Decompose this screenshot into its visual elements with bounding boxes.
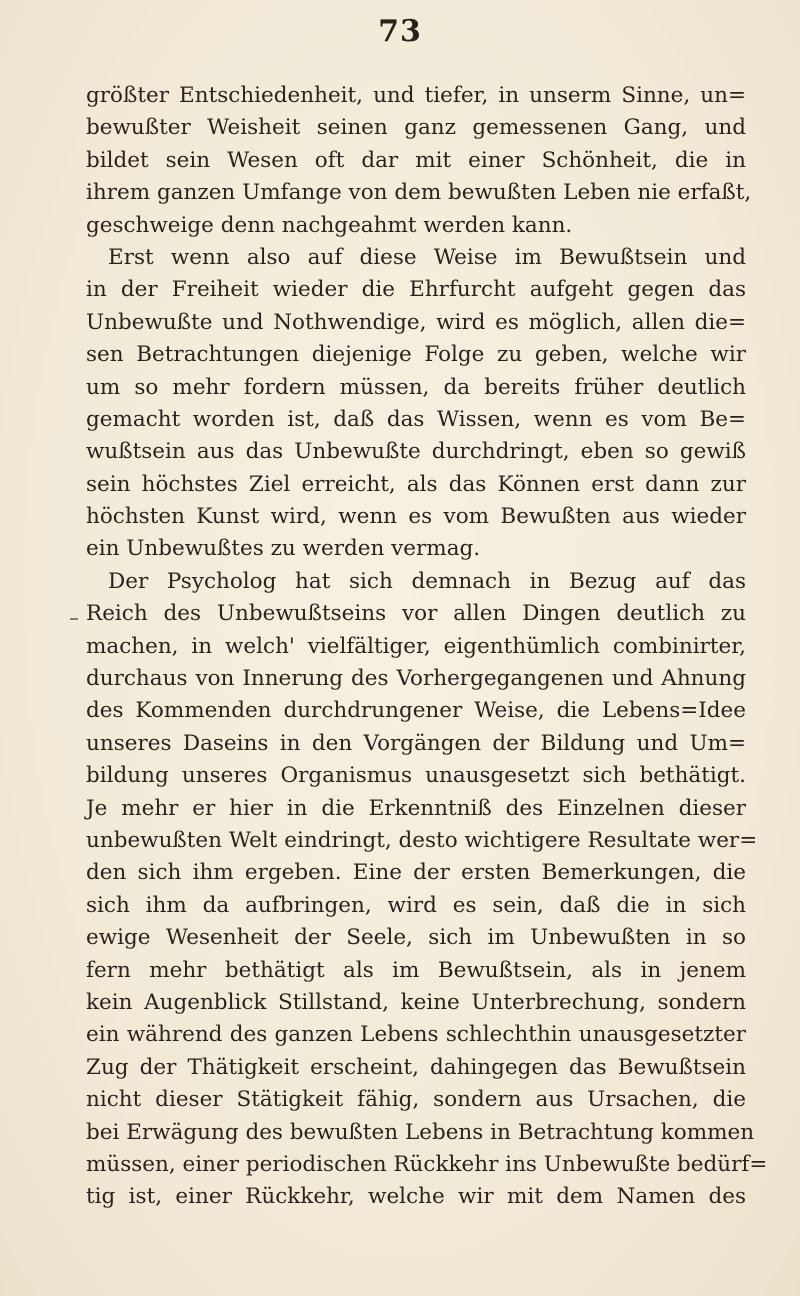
- text-line: tig ist, einer Rückkehr, welche wir mit dem Namen des: [86, 1184, 746, 1210]
- text-line: nicht dieser Stätigkeit fähig, sondern aus Ursachen, die: [86, 1087, 746, 1113]
- text-line: machen, in welch' vielfältiger, eigenthümlich combinirter,: [86, 633, 746, 659]
- text-line: größter Entschiedenheit, und tiefer, in unserm Sinne, un=: [86, 83, 746, 108]
- text-line: müssen, einer periodischen Rückkehr ins Unbewußte bedürf=: [86, 1151, 768, 1177]
- text-line: durchaus von Innerung des Vorhergegangenen und Ahnung: [86, 666, 746, 692]
- text-line: sein höchstes Ziel erreicht, als das Können erst dann zur: [86, 471, 746, 497]
- text-line: höchsten Kunst wird, wenn es vom Bewußten aus wieder: [86, 504, 746, 530]
- text-line: des Kommenden durchdrungener Weise, die Lebens=Idee: [86, 698, 746, 724]
- text-line: Zug der Thätigkeit erscheint, dahingegen das Bewußtsein: [86, 1054, 746, 1080]
- text-line: ewige Wesenheit der Seele, sich im Unbewußten in so: [86, 925, 746, 951]
- text-line: Je mehr er hier in die Erkenntniß des Einzelnen dieser: [86, 795, 746, 821]
- text-line: kein Augenblick Stillstand, keine Unterbrechung, sondern: [86, 989, 746, 1015]
- text-line: sich ihm da aufbringen, wird es sein, daß die in sich: [86, 892, 746, 918]
- text-line: bewußter Weisheit seinen ganz gemessenen Gang, und: [86, 115, 746, 141]
- text-line: gemacht worden ist, daß das Wissen, wenn es vom Be=: [86, 406, 746, 432]
- text-line: um so mehr fordern müssen, da bereits früher deutlich: [86, 374, 746, 400]
- text-line: Unbewußte und Nothwendige, wird es möglich, allen die=: [86, 309, 746, 335]
- text-line: bei Erwägung des bewußten Lebens in Betrachtung kommen: [86, 1119, 755, 1145]
- text-line: unseres Daseins in den Vorgängen der Bildung und Um=: [86, 730, 746, 756]
- body-text: [86, 80, 768, 1214]
- text-line: ihrem ganzen Umfange von dem bewußten Leben nie erfaßt,: [86, 180, 752, 206]
- text-line: bildung unseres Organismus unausgesetzt sich bethätigt.: [86, 763, 746, 789]
- text-line: ein Unbewußtes zu werden vermag.: [86, 536, 481, 562]
- text-line: Reich des Unbewußtseins vor allen Dingen deutlich zu: [86, 601, 746, 627]
- text-line: den sich ihm ergeben. Eine der ersten Bemerkungen, die: [86, 860, 746, 886]
- text-line: in der Freiheit wieder die Ehrfurcht aufgeht gegen das: [86, 277, 746, 303]
- page-number: 73: [378, 14, 422, 49]
- text-line: Der Psycholog hat sich demnach in Bezug auf das: [108, 568, 746, 594]
- text-line: bildet sein Wesen oft dar mit einer Schönheit, die in: [86, 147, 746, 173]
- text-line: geschweige denn nachgeahmt werden kann.: [86, 212, 573, 238]
- text-line: Erst wenn also auf diese Weise im Bewußtsein und: [108, 244, 746, 270]
- text-line: ein während des ganzen Lebens schlechthin unausgesetzter: [86, 1022, 746, 1048]
- margin-mark: [70, 618, 78, 620]
- text-line: unbewußten Welt eindringt, desto wichtigere Resultate wer=: [86, 827, 758, 853]
- text-line: wußtsein aus das Unbewußte durchdringt, eben so gewiß: [86, 439, 746, 465]
- text-line: fern mehr bethätigt als im Bewußtsein, als in jenem: [86, 957, 746, 983]
- text-line: sen Betrachtungen diejenige Folge zu geben, welche wir: [86, 342, 746, 368]
